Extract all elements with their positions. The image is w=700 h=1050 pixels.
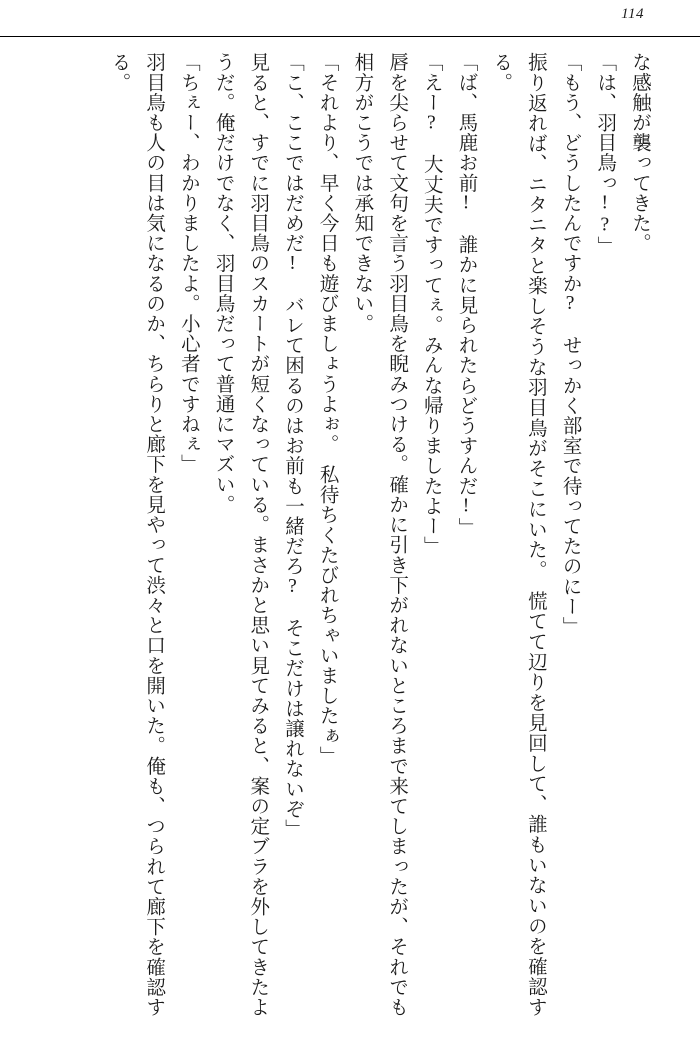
page-body-text	[44, 52, 656, 1017]
paragraph: 振り返れば、ニタニタと楽しそうな羽目鳥がそこにいた。 慌てて辺りを見回して、誰もいないのを確認する。	[490, 52, 546, 1017]
paragraph: 「それより、早く今日も遊びましょうよぉ。 私待ちくたびれちゃいましたぁ」	[316, 52, 338, 766]
paragraph: な感触が襲ってきた。	[629, 52, 650, 253]
paragraph: 「こ、ここではだめだ! バレて困るのはお前も一緒だろ? そこだけは譲れないぞ」	[281, 52, 303, 839]
paragraph: 「は、羽目鳥っ!?」	[594, 52, 616, 256]
paragraph: 見ると、すでに羽目鳥のスカートが短くなっている。まさかと思い見てみると、案の定ブラを外してきたようだ。俺だけでなく、羽目鳥だって普通にマズい。	[212, 52, 269, 1017]
paragraph: 「ば、馬鹿お前! 誰かに見られたらどうすんだ!」	[455, 52, 477, 538]
paragraph: 「ちぇー、わかりましたよ。小心者ですねぇ」	[177, 52, 199, 475]
page-number: 114	[621, 6, 644, 22]
header-rule	[0, 36, 700, 37]
paragraph: 「もう、どうしたんですか? せっかく部室で待ってたのにー」	[559, 52, 581, 637]
paragraph: 「えー? 大丈夫ですってぇ。みんな帰りましたよー」	[420, 52, 442, 556]
paragraph: 羽目鳥も人の目は気になるのか、ちらりと廊下を見やって渋々と口を開いた。俺も、つられて廊下を確認する。	[108, 52, 165, 1017]
paragraph: 唇を尖らせて文句を言う羽目鳥を睨みつける。確かに引き下がれないところまで来てしまったが、それでも相方がこうでは承知できない。	[351, 52, 408, 1017]
